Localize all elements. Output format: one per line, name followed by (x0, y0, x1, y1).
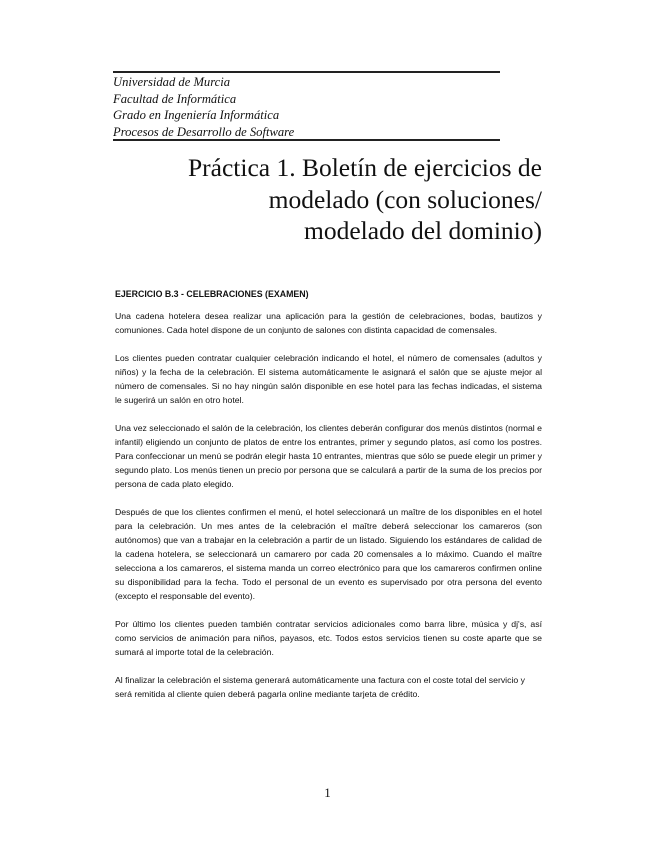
exercise-paragraph-2: Los clientes pueden contratar cualquier celebración indicando el hotel, el número de comensales (adultos y niños) y la fecha de la celebración. El sistema automáticamente le asignará el salón que se ajuste mejor al número de comensales. Si no hay ningún salón disponible en ese hotel para las fechas indicadas, el sistema le sugerirá un salón en otro hotel. (115, 353, 542, 405)
header-bottom-rule (113, 139, 500, 141)
header-course: Procesos de Desarrollo de Software (113, 124, 295, 139)
title-line-3: modelado del dominio) (304, 216, 542, 245)
document-title (150, 152, 542, 247)
course-header (113, 74, 503, 140)
exercise-paragraph-3: Una vez seleccionado el salón de la celebración, los clientes deberán configurar dos menús distintos (normal e infantil) eligiendo un conjunto de platos de entre los entrantes, primer y segundo platos, así como los postres. Para confeccionar un menú se podrán elegir hasta 10 entrantes, mientras que sólo se puede elegir un primer y segundo plato. Los menús tienen un precio por persona que se calculará a partir de la suma de los precios por persona de cada plato elegido. (115, 423, 542, 489)
exercise-heading: EJERCICIO B.3 - CELEBRACIONES (EXAMEN) (115, 289, 309, 299)
exercise-paragraph-6: Al finalizar la celebración el sistema generará automáticamente una factura con el coste total del servicio y será remitida al cliente quien deberá pagarla online mediante tarjeta de crédito. (115, 675, 525, 699)
page-number: 1 (324, 785, 331, 800)
exercise-section (115, 287, 542, 715)
header-top-rule (113, 71, 500, 73)
title-line-1: Práctica 1. Boletín de ejercicios de (187, 153, 542, 182)
header-university: Universidad de Murcia (113, 75, 231, 89)
exercise-paragraph-1: Una cadena hotelera desea realizar una aplicación para la gestión de celebraciones, bodas, bautizos y comuniones. Cada hotel dispone de un conjunto de salones con distinta capacidad de comensales. (115, 311, 542, 335)
title-line-2: modelado (con soluciones/ (268, 184, 542, 214)
header-faculty: Facultad de Informática (113, 91, 237, 106)
exercise-paragraph-5: Por último los clientes pueden también contratar servicios adicionales como barra libre, música y dj's, así como servicios de animación para niños, payasos, etc. Todos estos servicios tienen su coste aparte que se sumará al importe total de la celebración. (115, 619, 542, 657)
exercise-paragraph-4: Después de que los clientes confirmen el menú, el hotel seleccionará un maître de los disponibles en el hotel para la celebración. Un mes antes de la celebración el maître deberá seleccionar los camareros (son autónomos) que van a trabajar en la celebración a partir de un listado. Siguiendo los estándares de calidad de la cadena hotelera, se seleccionará un camarero por cada 20 comensales a lo máximo. Cuando el maître selecciona a los camareros, el sistema manda un correo electrónico para que los camareros confirmen online su disponibilidad para la fecha. Todo el personal de un evento es supervisado por otra persona del evento (excepto el responsable del evento). (115, 507, 542, 601)
header-degree: Grado en Ingeniería Informática (113, 108, 280, 122)
